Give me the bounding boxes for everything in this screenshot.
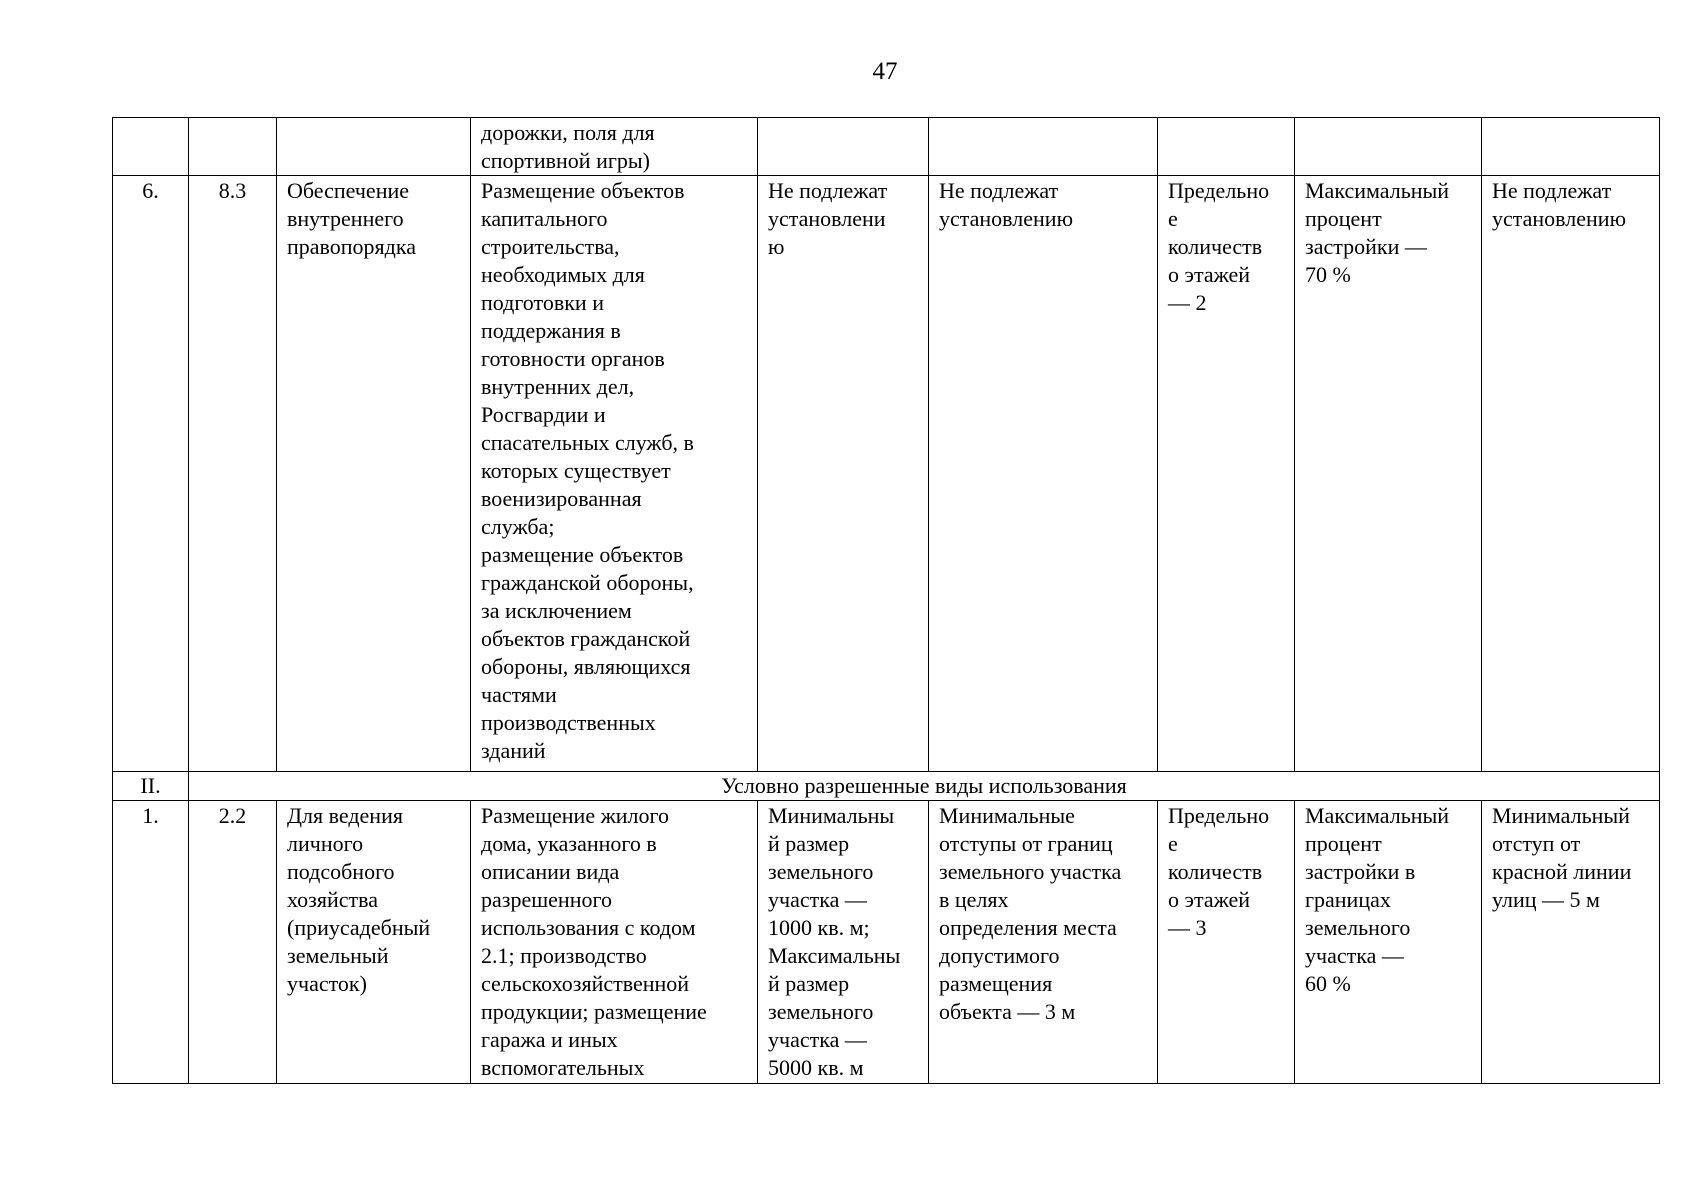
section-number: II. bbox=[113, 772, 189, 801]
cell-text-line: Минимальные bbox=[939, 803, 1075, 828]
cell-text-line: Минимальны bbox=[768, 803, 895, 828]
cell-text-line: продукции; размещение bbox=[481, 999, 707, 1024]
cell-text-line: Росгвардии и bbox=[481, 402, 606, 427]
cell-text-line: процент bbox=[1305, 831, 1382, 856]
cell-text-line: размещение объектов bbox=[481, 542, 684, 567]
cell-text-line: обороны, являющихся bbox=[481, 654, 691, 679]
cell-row-number bbox=[113, 118, 189, 176]
cell-text-line: процент bbox=[1305, 206, 1382, 231]
cell-plot-size bbox=[758, 176, 929, 772]
cell-text-line: установлению bbox=[1492, 206, 1627, 231]
cell-text-line: Размещение жилого bbox=[481, 803, 670, 828]
cell-text-line: Максимальны bbox=[768, 943, 901, 968]
cell-text-line: дорожки, поля для bbox=[481, 120, 655, 145]
cell-text-line: хозяйства bbox=[287, 887, 378, 912]
cell-text-line: использования с кодом bbox=[481, 915, 696, 940]
cell-text-line: Размещение объектов bbox=[481, 178, 685, 203]
cell-coverage bbox=[1295, 118, 1482, 176]
cell-text-line: спасательных служб, в bbox=[481, 430, 694, 455]
cell-text-line: й размер bbox=[768, 831, 850, 856]
cell-text-line: отступ от bbox=[1492, 831, 1581, 856]
cell-coverage bbox=[1295, 801, 1482, 1084]
cell-text-line: застройки — bbox=[1305, 234, 1427, 259]
cell-text-line: сельскохозяйственной bbox=[481, 971, 690, 996]
section-header-row bbox=[113, 772, 1660, 801]
cell-text-line: строительства, bbox=[481, 234, 620, 259]
table-row bbox=[113, 176, 1660, 772]
cell-text-line: участок) bbox=[287, 971, 367, 996]
cell-text-line: количеств bbox=[1168, 859, 1263, 884]
cell-text-line: 60 % bbox=[1305, 971, 1351, 996]
cell-text-line: — 2 bbox=[1168, 290, 1207, 315]
cell-text-line: установлени bbox=[768, 206, 886, 231]
cell-text-line: разрешенного bbox=[481, 887, 612, 912]
cell-text-line: е bbox=[1168, 206, 1178, 231]
cell-text-line: (приусадебный bbox=[287, 915, 431, 940]
cell-use-description bbox=[471, 801, 758, 1084]
cell-text-line: гражданской обороны, bbox=[481, 570, 694, 595]
cell-text-line: границах bbox=[1305, 887, 1391, 912]
cell-text-line: вспомогательных bbox=[481, 1055, 645, 1080]
cell-text-line: объекта — 3 м bbox=[939, 999, 1076, 1024]
cell-floors bbox=[1158, 176, 1295, 772]
cell-text-line: количеств bbox=[1168, 234, 1263, 259]
cell-text-line: — 3 bbox=[1168, 915, 1207, 940]
cell-text-line: которых существует bbox=[481, 458, 671, 483]
cell-floors bbox=[1158, 801, 1295, 1084]
cell-text-line: гаража и иных bbox=[481, 1027, 618, 1052]
cell-text-line: о этажей bbox=[1168, 887, 1251, 912]
cell-text-line: о этажей bbox=[1168, 262, 1251, 287]
cell-text-line: земельного bbox=[768, 999, 874, 1024]
cell-text-line: земельного bbox=[768, 859, 874, 884]
cell-use-name bbox=[277, 118, 471, 176]
cell-code bbox=[189, 118, 277, 176]
cell-text-line: подготовки и bbox=[481, 290, 604, 315]
cell-text-line: участка — bbox=[1305, 943, 1404, 968]
cell-text-line: подсобного bbox=[287, 859, 395, 884]
cell-plot-size bbox=[758, 118, 929, 176]
cell-text-line: служба; bbox=[481, 514, 555, 539]
cell-text-line: земельный bbox=[287, 943, 389, 968]
cell-plot-size bbox=[758, 801, 929, 1084]
cell-text-line: дома, указанного в bbox=[481, 831, 657, 856]
cell-text-line: описании вида bbox=[481, 859, 620, 884]
cell-text-line: военизированная bbox=[481, 486, 642, 511]
cell-text-line: установлению bbox=[939, 206, 1074, 231]
cell-text-line: Предельно bbox=[1168, 178, 1270, 203]
cell-text-line: капитального bbox=[481, 206, 608, 231]
cell-text-line: зданий bbox=[481, 738, 546, 763]
cell-text-line: участка — bbox=[768, 887, 867, 912]
cell-text-line: Максимальный bbox=[1305, 803, 1450, 828]
cell-text-line: улиц — 5 м bbox=[1492, 887, 1600, 912]
cell-text-line: 1000 кв. м; bbox=[768, 915, 870, 940]
cell-text-line: Обеспечение bbox=[287, 178, 409, 203]
cell-other bbox=[1482, 801, 1660, 1084]
cell-floors bbox=[1158, 118, 1295, 176]
cell-use-name bbox=[277, 176, 471, 772]
cell-use-description bbox=[471, 118, 758, 176]
cell-text-line: е bbox=[1168, 831, 1178, 856]
cell-text-line: внутреннего bbox=[287, 206, 404, 231]
cell-text-line: частями bbox=[481, 682, 557, 707]
cell-text-line: Максимальный bbox=[1305, 178, 1450, 203]
cell-use-description bbox=[471, 176, 758, 772]
cell-row-number: 1. bbox=[113, 801, 189, 1084]
cell-setbacks bbox=[929, 801, 1158, 1084]
cell-text-line: ю bbox=[768, 234, 785, 259]
cell-text-line: личного bbox=[287, 831, 364, 856]
zoning-regulations-table bbox=[112, 117, 1660, 1084]
cell-text-line: 5000 кв. м bbox=[768, 1055, 864, 1080]
cell-text-line: размещения bbox=[939, 971, 1053, 996]
cell-text-line: в целях bbox=[939, 887, 1009, 912]
cell-setbacks bbox=[929, 176, 1158, 772]
cell-code: 8.3 bbox=[189, 176, 277, 772]
cell-row-number: 6. bbox=[113, 176, 189, 772]
cell-text-line: участка — bbox=[768, 1027, 867, 1052]
cell-text-line: Не подлежат bbox=[939, 178, 1059, 203]
cell-text-line: за исключением bbox=[481, 598, 632, 623]
cell-text-line: внутренних дел, bbox=[481, 374, 635, 399]
cell-text-line: красной линии bbox=[1492, 859, 1632, 884]
table-row bbox=[113, 118, 1660, 176]
cell-text-line: поддержания в bbox=[481, 318, 621, 343]
cell-text-line: правопорядка bbox=[287, 234, 416, 259]
cell-other bbox=[1482, 176, 1660, 772]
cell-use-name bbox=[277, 801, 471, 1084]
cell-text-line: Не подлежат bbox=[768, 178, 888, 203]
cell-text-line: спортивной игры) bbox=[481, 148, 650, 173]
cell-text-line: Минимальный bbox=[1492, 803, 1630, 828]
cell-setbacks bbox=[929, 118, 1158, 176]
cell-text-line: земельного bbox=[1305, 915, 1411, 940]
cell-text-line: необходимых для bbox=[481, 262, 645, 287]
cell-text-line: допустимого bbox=[939, 943, 1060, 968]
cell-text-line: готовности органов bbox=[481, 346, 665, 371]
cell-text-line: Предельно bbox=[1168, 803, 1270, 828]
cell-text-line: объектов гражданской bbox=[481, 626, 691, 651]
cell-text-line: определения места bbox=[939, 915, 1117, 940]
section-title: Условно разрешенные виды использования bbox=[189, 772, 1660, 801]
cell-text-line: й размер bbox=[768, 971, 850, 996]
cell-text-line: производственных bbox=[481, 710, 656, 735]
cell-code: 2.2 bbox=[189, 801, 277, 1084]
cell-text-line: земельного участка bbox=[939, 859, 1122, 884]
cell-text-line: Не подлежат bbox=[1492, 178, 1612, 203]
cell-text-line: отступы от границ bbox=[939, 831, 1113, 856]
cell-text-line: Для ведения bbox=[287, 803, 403, 828]
cell-coverage bbox=[1295, 176, 1482, 772]
cell-text-line: 2.1; производство bbox=[481, 943, 647, 968]
page-number: 47 bbox=[872, 58, 898, 85]
table-row bbox=[113, 801, 1660, 1084]
cell-text-line: 70 % bbox=[1305, 262, 1351, 287]
cell-other bbox=[1482, 118, 1660, 176]
cell-text-line: застройки в bbox=[1305, 859, 1416, 884]
